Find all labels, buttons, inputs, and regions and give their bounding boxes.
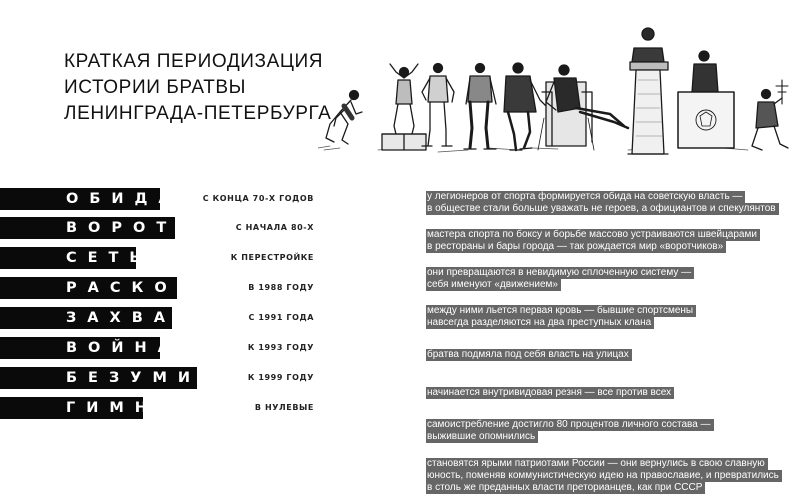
title-line-1: КРАТКАЯ ПЕРИОДИЗАЦИЯ: [64, 51, 324, 72]
stage-name: ГИМН: [0, 397, 143, 419]
description-line: между ними льется первая кровь — бывшие спортсмены: [426, 305, 696, 317]
description-line: самоистребление достигло 80 процентов личного состава —: [426, 419, 714, 431]
figure-weightlifter: [382, 64, 426, 150]
figure-podium-speaker: [678, 51, 734, 148]
stage-name: ВОЙНА: [0, 337, 160, 359]
stage-row-zakhvat: [0, 305, 800, 333]
stage-period: К ПЕРЕСТРОЙКЕ: [230, 253, 314, 262]
description-line: выжившие опомнились: [426, 431, 538, 443]
title-line-2: ИСТОРИИ БРАТВЫ: [64, 77, 247, 98]
figure-crouching-runner: [326, 91, 362, 145]
stage-row-voyna: [0, 335, 800, 363]
stage-name: СЕТЬ: [0, 247, 136, 269]
description-line: навсегда разделяются на два преступных клана: [426, 317, 654, 329]
description-line: в столь же преданных власти преторианцев, как при СССР: [426, 482, 705, 494]
stage-period: С НАЧАЛА 80-Х: [235, 223, 314, 232]
description-line: мастера спорта по боксу и борьбе массово устраиваются швейцарами: [426, 229, 760, 241]
stage-period: В НУЛЕВЫЕ: [254, 403, 314, 412]
description-line: они превращаются в невидимую сплоченную систему —: [426, 267, 694, 279]
figure-seated-man: [538, 65, 628, 150]
figure-man-jeans: [464, 64, 496, 150]
figure-bust-pedestal: [628, 28, 668, 154]
figure-man-jacket: [504, 63, 546, 150]
description-line: в рестораны и бары города — так рождается мир «воротчиков»: [426, 241, 726, 253]
stage-period: К 1993 ГОДУ: [247, 343, 314, 352]
description-line: юность, поменяв коммунистическую идею на православие, и превратились: [426, 470, 782, 482]
figure-man-cross: [752, 80, 788, 150]
stage-name: БЕЗУМИЕ: [0, 367, 197, 389]
description-line: себя именуют «движением»: [426, 279, 561, 291]
stage-description-gimn: [426, 458, 796, 494]
stage-period: С КОНЦА 70-Х ГОДОВ: [202, 194, 314, 203]
description-line: в обществе стали больше уважать не героев, а официантов и спекулянтов: [426, 203, 779, 215]
description-line: братва подмяла под себя власть на улицах: [426, 349, 632, 361]
stage-row-gimn: [0, 395, 800, 423]
description-line: у легионеров от спорта формируется обида на советскую власть —: [426, 191, 745, 203]
stage-name: ОБИДА: [0, 188, 160, 210]
stage-period: В 1988 ГОДУ: [248, 283, 314, 292]
stage-description-obida: [426, 191, 796, 215]
stage-name: ВОРОТА: [0, 217, 175, 239]
stage-row-bezumie: [0, 365, 800, 393]
title-line-3: ЛЕНИНГРАДА-ПЕТЕРБУРГА: [64, 103, 332, 124]
stage-period: С 1991 ГОДА: [248, 313, 314, 322]
stage-period: К 1999 ГОДУ: [247, 373, 314, 382]
description-line: становятся ярыми патриотами России — они вернулись в свою славную: [426, 458, 768, 470]
evolution-illustration: [318, 22, 800, 160]
figure-athlete: [422, 64, 454, 147]
description-line: начинается внутривидовая резня — все против всех: [426, 387, 674, 399]
stage-name: ЗАХВАТ: [0, 307, 172, 329]
stage-row-raskol: [0, 275, 800, 303]
stage-name: РАСКОЛ: [0, 277, 177, 299]
